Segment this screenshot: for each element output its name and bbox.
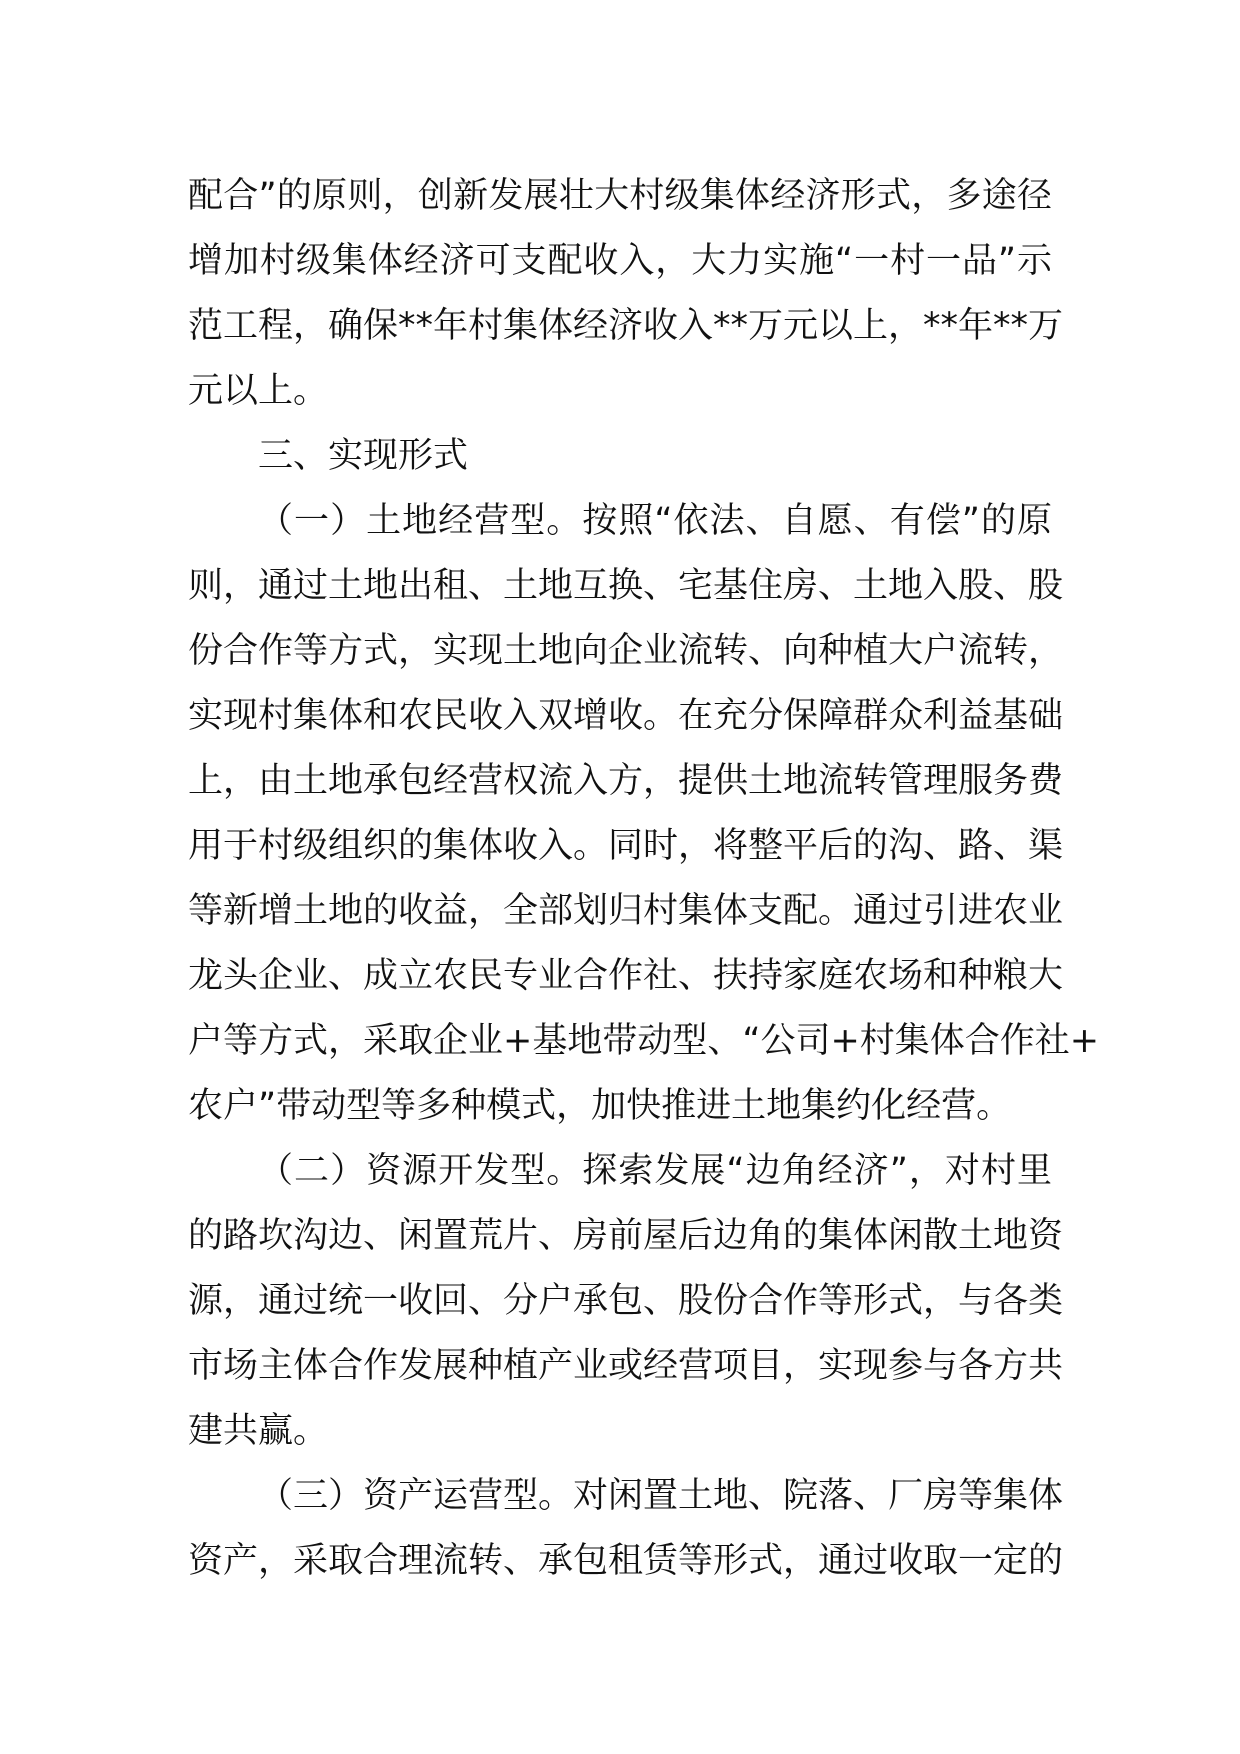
body-line: 源，通过统一收回、分户承包、股份合作等形式，与各类 [188,1281,1064,1321]
body-line: 市场主体合作发展种植产业或经营项目，实现参与各方共 [188,1346,1064,1386]
paragraph-start-line: （一）土地经营型。按照“依法、自愿、有偿”的原 [258,501,1052,541]
body-line: 元以上。 [188,371,329,411]
paragraph-start-line: （三）资产运营型。对闲置土地、院落、厂房等集体 [258,1476,1064,1516]
body-line: 建共赢。 [188,1411,329,1451]
body-line: 配合”的原则，创新发展壮大村级集体经济形式，多途径 [188,176,1052,216]
body-line: 龙头企业、成立农民专业合作社、扶持家庭农场和种粮大 [188,956,1064,996]
body-line: 等新增土地的收益，全部划归村集体支配。通过引进农业 [188,891,1064,931]
body-line: 实现村集体和农民收入双增收。在充分保障群众利益基础 [188,696,1064,736]
body-line: 户等方式，采取企业+基地带动型、“公司+村集体合作社+ [188,1021,1100,1061]
body-line: 用于村级组织的集体收入。同时，将整平后的沟、路、渠 [188,826,1064,866]
body-line: 上，由土地承包经营权流入方，提供土地流转管理服务费 [188,761,1064,801]
body-line: 农户”带动型等多种模式，加快推进土地集约化经营。 [188,1086,1012,1126]
body-line: 则，通过土地出租、土地互换、宅基住房、土地入股、股 [188,566,1064,606]
paragraph-start-line: （二）资源开发型。探索发展“边角经济”，对村里 [258,1151,1052,1191]
document-page [188,164,1100,1594]
body-line: 范工程，确保**年村集体经济收入**万元以上，**年**万 [188,306,1064,346]
body-line: 增加村级集体经济可支配收入，大力实施“一村一品”示 [188,241,1052,281]
body-line: 的路坎沟边、闲置荒片、房前屋后边角的集体闲散土地资 [188,1216,1064,1256]
body-line: 资产，采取合理流转、承包租赁等形式，通过收取一定的 [188,1541,1064,1581]
body-line: 份合作等方式，实现土地向企业流转、向种植大户流转， [188,631,1064,671]
section-heading: 三、实现形式 [258,436,469,476]
